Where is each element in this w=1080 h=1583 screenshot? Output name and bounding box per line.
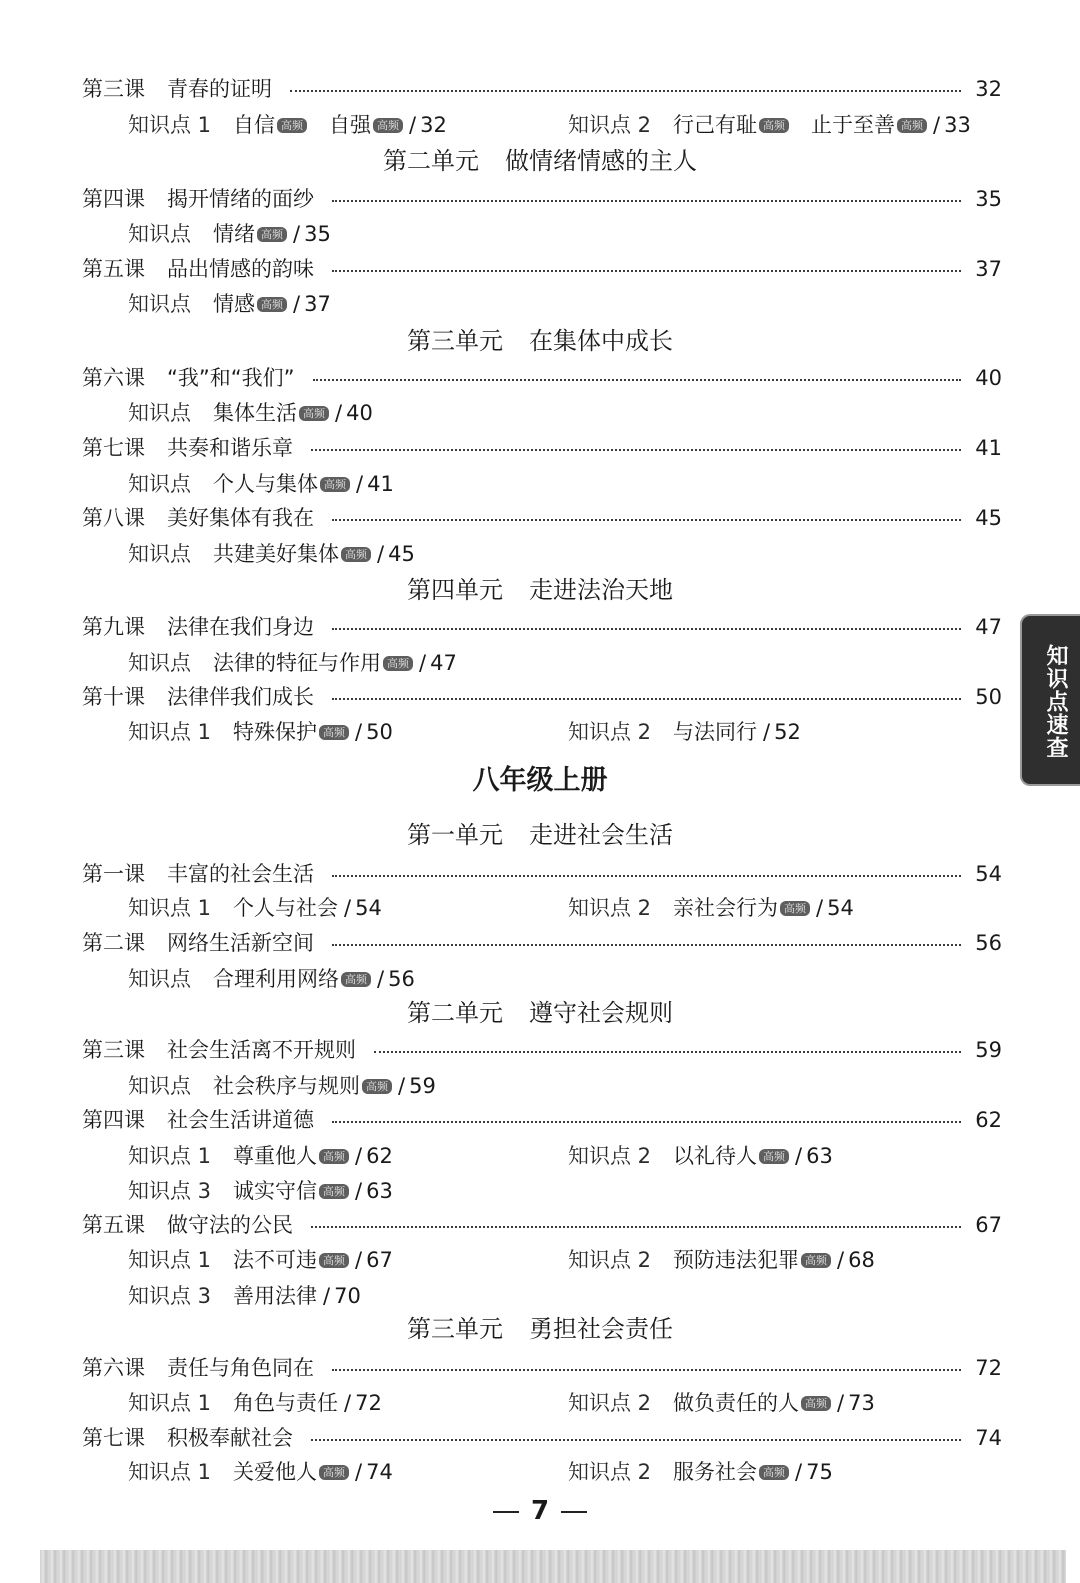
knowledge-point-title: 尊重他人 bbox=[233, 1144, 318, 1168]
knowledge-point-row bbox=[0, 715, 1000, 749]
slash-separator: / bbox=[335, 401, 343, 425]
lesson-title: 揭开情绪的面纱 bbox=[167, 187, 314, 211]
high-frequency-badge: 高频 bbox=[277, 118, 307, 133]
toc-lesson-entry[interactable] bbox=[82, 1421, 1002, 1455]
unit-heading bbox=[0, 818, 1080, 852]
toc-lesson-entry[interactable] bbox=[82, 680, 1002, 714]
lesson-number: 第六课 bbox=[82, 366, 145, 390]
knowledge-point-row bbox=[0, 1174, 1000, 1208]
knowledge-point-title: 服务社会 bbox=[673, 1460, 758, 1484]
knowledge-point-title: 自信 bbox=[233, 113, 276, 137]
knowledge-point-title: 合理利用网络 bbox=[213, 967, 339, 991]
slash-separator: / bbox=[377, 967, 385, 991]
unit-number: 第四单元 bbox=[407, 576, 503, 604]
knowledge-point-label: 知识点 2 bbox=[568, 1460, 652, 1484]
knowledge-point-row bbox=[0, 646, 1000, 680]
unit-title: 做情绪情感的主人 bbox=[505, 147, 697, 175]
knowledge-point-row bbox=[0, 1455, 1000, 1489]
lesson-number: 第三课 bbox=[82, 77, 145, 101]
slash-separator: / bbox=[837, 1248, 845, 1272]
knowledge-point-label: 知识点 2 bbox=[568, 720, 652, 744]
knowledge-point-label: 知识点 bbox=[128, 967, 191, 991]
knowledge-point-title: 法不可违 bbox=[233, 1248, 318, 1272]
unit-title: 遵守社会规则 bbox=[529, 999, 673, 1027]
knowledge-point[interactable] bbox=[128, 108, 447, 142]
slash-separator: / bbox=[356, 472, 364, 496]
slash-separator: / bbox=[419, 651, 427, 675]
lesson-page-number: 50 bbox=[975, 685, 1002, 709]
toc-lesson-entry[interactable] bbox=[82, 431, 1002, 465]
unit-heading bbox=[0, 573, 1080, 607]
side-tab-label: 知识点速查 bbox=[1043, 644, 1068, 759]
knowledge-point[interactable] bbox=[128, 1069, 436, 1103]
knowledge-point-page: 47 bbox=[430, 651, 457, 675]
lesson-title: 网络生活新空间 bbox=[167, 931, 314, 955]
high-frequency-badge: 高频 bbox=[319, 1465, 349, 1480]
knowledge-point-title: 个人与集体 bbox=[213, 472, 318, 496]
knowledge-point-label: 知识点 1 bbox=[128, 1460, 212, 1484]
knowledge-point-title: 情绪 bbox=[213, 222, 255, 246]
slash-separator: / bbox=[377, 542, 385, 566]
slash-separator: / bbox=[763, 720, 771, 744]
knowledge-point-title-2: 止于至善 bbox=[811, 113, 896, 137]
lesson-title: 做守法的公民 bbox=[167, 1213, 293, 1237]
knowledge-point-row bbox=[0, 1243, 1000, 1277]
knowledge-point-title: 关爱他人 bbox=[233, 1460, 318, 1484]
knowledge-point-row bbox=[0, 891, 1000, 925]
knowledge-point-label: 知识点 3 bbox=[128, 1284, 212, 1308]
lesson-title: 丰富的社会生活 bbox=[167, 862, 314, 886]
unit-title: 勇担社会责任 bbox=[529, 1315, 673, 1343]
knowledge-point-page: 74 bbox=[366, 1460, 393, 1484]
dash-right bbox=[561, 1511, 587, 1513]
slash-separator: / bbox=[293, 222, 301, 246]
knowledge-point-title: 做负责任的人 bbox=[673, 1391, 800, 1415]
knowledge-point-page: 54 bbox=[827, 896, 854, 920]
lesson-number: 第十课 bbox=[82, 685, 145, 709]
knowledge-point-row bbox=[0, 537, 1000, 571]
lesson-page-number: 54 bbox=[975, 862, 1002, 886]
dot-leader bbox=[332, 200, 961, 202]
lesson-number: 第三课 bbox=[82, 1038, 145, 1062]
lesson-title: 共奏和谐乐章 bbox=[167, 436, 293, 460]
lesson-page-number: 74 bbox=[975, 1426, 1002, 1450]
lesson-title: 社会生活离不开规则 bbox=[167, 1038, 356, 1062]
slash-separator: / bbox=[355, 1144, 363, 1168]
lesson-page-number: 32 bbox=[975, 77, 1002, 101]
high-frequency-badge: 高频 bbox=[341, 972, 371, 987]
slash-separator: / bbox=[837, 1391, 845, 1415]
knowledge-point-label: 知识点 bbox=[128, 401, 191, 425]
knowledge-point-page: 75 bbox=[806, 1460, 833, 1484]
lesson-title: 美好集体有我在 bbox=[167, 506, 314, 530]
unit-title: 走进法治天地 bbox=[529, 576, 673, 604]
knowledge-point-title: 个人与社会 bbox=[233, 896, 339, 920]
knowledge-point[interactable] bbox=[568, 1243, 875, 1277]
lesson-number: 第六课 bbox=[82, 1356, 145, 1380]
page-number bbox=[0, 1496, 1080, 1526]
slash-separator: / bbox=[355, 1179, 363, 1203]
lesson-number: 第五课 bbox=[82, 1213, 145, 1237]
high-frequency-badge: 高频 bbox=[759, 1149, 789, 1164]
knowledge-point-label: 知识点 bbox=[128, 651, 191, 675]
toc-lesson-entry[interactable] bbox=[82, 361, 1002, 395]
toc-lesson-entry[interactable] bbox=[82, 610, 1002, 644]
dot-leader bbox=[311, 449, 961, 451]
knowledge-point[interactable] bbox=[568, 1455, 833, 1489]
knowledge-point-page: 52 bbox=[774, 720, 801, 744]
dot-leader bbox=[332, 698, 961, 700]
knowledge-point-label: 知识点 1 bbox=[128, 1391, 212, 1415]
knowledge-point-label: 知识点 2 bbox=[568, 1144, 652, 1168]
toc-lesson-entry[interactable] bbox=[82, 1103, 1002, 1137]
knowledge-point-row bbox=[0, 1069, 1000, 1103]
knowledge-point-row bbox=[0, 467, 1000, 501]
lesson-page-number: 59 bbox=[975, 1038, 1002, 1062]
dot-leader bbox=[290, 90, 961, 92]
knowledge-point[interactable] bbox=[128, 1455, 393, 1489]
slash-separator: / bbox=[355, 1460, 363, 1484]
unit-number: 第三单元 bbox=[407, 1315, 503, 1343]
knowledge-point-page: 72 bbox=[355, 1391, 382, 1415]
slash-separator: / bbox=[409, 113, 417, 137]
lesson-page-number: 41 bbox=[975, 436, 1002, 460]
knowledge-point[interactable] bbox=[128, 467, 394, 501]
unit-number: 第二单元 bbox=[407, 999, 503, 1027]
knowledge-point-page: 59 bbox=[409, 1074, 436, 1098]
knowledge-point-page: 62 bbox=[366, 1144, 393, 1168]
slash-separator: / bbox=[795, 1144, 803, 1168]
toc-lesson-entry[interactable] bbox=[82, 501, 1002, 535]
knowledge-point-title: 社会秩序与规则 bbox=[213, 1074, 360, 1098]
slash-separator: / bbox=[344, 896, 352, 920]
slash-separator: / bbox=[355, 720, 363, 744]
knowledge-point-row bbox=[0, 396, 1000, 430]
high-frequency-badge: 高频 bbox=[759, 118, 789, 133]
lesson-number: 第一课 bbox=[82, 862, 145, 886]
lesson-page-number: 62 bbox=[975, 1108, 1002, 1132]
unit-heading bbox=[0, 324, 1080, 358]
slash-separator: / bbox=[816, 896, 824, 920]
toc-lesson-entry[interactable] bbox=[82, 182, 1002, 216]
knowledge-point-title: 预防违法犯罪 bbox=[673, 1248, 800, 1272]
knowledge-point-title: 集体生活 bbox=[213, 401, 297, 425]
toc-lesson-entry[interactable] bbox=[82, 1351, 1002, 1385]
dot-leader bbox=[332, 1121, 961, 1123]
knowledge-point-label: 知识点 2 bbox=[568, 113, 652, 137]
knowledge-point[interactable] bbox=[128, 396, 373, 430]
high-frequency-badge: 高频 bbox=[362, 1079, 392, 1094]
high-frequency-badge: 高频 bbox=[320, 477, 350, 492]
knowledge-point-page: 45 bbox=[388, 542, 415, 566]
knowledge-point-label: 知识点 1 bbox=[128, 113, 212, 137]
knowledge-point[interactable] bbox=[128, 217, 331, 251]
dot-leader bbox=[311, 1439, 961, 1441]
knowledge-point-page: 32 bbox=[420, 113, 447, 137]
lesson-title: 法律伴我们成长 bbox=[167, 685, 314, 709]
lesson-title: “我”和“我们” bbox=[167, 366, 295, 390]
slash-separator: / bbox=[323, 1284, 331, 1308]
knowledge-point-title: 法律的特征与作用 bbox=[213, 651, 381, 675]
dot-leader bbox=[332, 875, 961, 877]
unit-title: 在集体中成长 bbox=[529, 327, 673, 355]
page-edge-texture bbox=[40, 1550, 1066, 1583]
unit-heading bbox=[0, 144, 1080, 178]
high-frequency-badge: 高频 bbox=[759, 1465, 789, 1480]
lesson-page-number: 45 bbox=[975, 506, 1002, 530]
knowledge-point-label: 知识点 2 bbox=[568, 896, 652, 920]
unit-heading bbox=[0, 1312, 1080, 1346]
slash-separator: / bbox=[355, 1248, 363, 1272]
knowledge-point-label: 知识点 bbox=[128, 542, 191, 566]
knowledge-point-label: 知识点 bbox=[128, 222, 191, 246]
toc-lesson-entry[interactable] bbox=[82, 252, 1002, 286]
lesson-title: 青春的证明 bbox=[167, 77, 272, 101]
high-frequency-badge: 高频 bbox=[319, 1149, 349, 1164]
knowledge-point-title: 亲社会行为 bbox=[673, 896, 779, 920]
knowledge-point-row bbox=[0, 217, 1000, 251]
knowledge-point-title: 行己有耻 bbox=[673, 113, 758, 137]
slash-separator: / bbox=[293, 292, 301, 316]
knowledge-point[interactable] bbox=[128, 1243, 393, 1277]
lesson-number: 第四课 bbox=[82, 187, 145, 211]
knowledge-point-page: 37 bbox=[304, 292, 331, 316]
knowledge-point[interactable] bbox=[568, 1139, 833, 1173]
unit-heading bbox=[0, 996, 1080, 1030]
high-frequency-badge: 高频 bbox=[373, 118, 403, 133]
lesson-title: 社会生活讲道德 bbox=[167, 1108, 314, 1132]
knowledge-point[interactable] bbox=[128, 1174, 393, 1208]
knowledge-point-label: 知识点 1 bbox=[128, 1144, 212, 1168]
toc-lesson-entry[interactable] bbox=[82, 926, 1002, 960]
knowledge-point-label: 知识点 2 bbox=[568, 1391, 652, 1415]
lesson-number: 第二课 bbox=[82, 931, 145, 955]
high-frequency-badge: 高频 bbox=[299, 406, 329, 421]
dot-leader bbox=[332, 519, 961, 521]
slash-separator: / bbox=[344, 1391, 352, 1415]
knowledge-point-page: 50 bbox=[366, 720, 393, 744]
slash-separator: / bbox=[398, 1074, 406, 1098]
knowledge-point[interactable] bbox=[128, 537, 415, 571]
dot-leader bbox=[332, 944, 961, 946]
toc-lesson-entry[interactable] bbox=[82, 1208, 1002, 1242]
lesson-page-number: 56 bbox=[975, 931, 1002, 955]
high-frequency-badge: 高频 bbox=[341, 547, 371, 562]
knowledge-point-page: 68 bbox=[848, 1248, 875, 1272]
knowledge-point[interactable] bbox=[568, 108, 971, 142]
dot-leader bbox=[374, 1051, 961, 1053]
slash-separator: / bbox=[933, 113, 941, 137]
knowledge-point[interactable] bbox=[128, 1139, 393, 1173]
high-frequency-badge: 高频 bbox=[319, 725, 349, 740]
knowledge-point[interactable] bbox=[568, 891, 854, 925]
knowledge-point-page: 54 bbox=[355, 896, 382, 920]
page-number-text: 7 bbox=[530, 1496, 550, 1526]
knowledge-point[interactable] bbox=[128, 646, 457, 680]
knowledge-point[interactable] bbox=[128, 715, 393, 749]
knowledge-point-title: 角色与责任 bbox=[233, 1391, 339, 1415]
unit-number: 第一单元 bbox=[407, 821, 503, 849]
knowledge-point-title: 善用法律 bbox=[233, 1284, 318, 1308]
unit-number: 第三单元 bbox=[407, 327, 503, 355]
knowledge-point-page: 40 bbox=[346, 401, 373, 425]
knowledge-point-page: 73 bbox=[848, 1391, 875, 1415]
knowledge-point[interactable] bbox=[128, 891, 382, 925]
lesson-page-number: 37 bbox=[975, 257, 1002, 281]
dot-leader bbox=[311, 1226, 961, 1228]
lesson-number: 第七课 bbox=[82, 1426, 145, 1450]
knowledge-point-row bbox=[0, 108, 1000, 142]
knowledge-point-page: 67 bbox=[366, 1248, 393, 1272]
high-frequency-badge: 高频 bbox=[897, 118, 927, 133]
dot-leader bbox=[332, 1369, 961, 1371]
high-frequency-badge: 高频 bbox=[780, 901, 810, 916]
knowledge-point-row bbox=[0, 1279, 1000, 1313]
lesson-number: 第五课 bbox=[82, 257, 145, 281]
knowledge-point-title: 共建美好集体 bbox=[213, 542, 339, 566]
knowledge-point-page: 41 bbox=[367, 472, 394, 496]
lesson-page-number: 72 bbox=[975, 1356, 1002, 1380]
high-frequency-badge: 高频 bbox=[257, 227, 287, 242]
knowledge-point-title: 情感 bbox=[213, 292, 255, 316]
lesson-page-number: 47 bbox=[975, 615, 1002, 639]
knowledge-point-label: 知识点 bbox=[128, 472, 191, 496]
knowledge-point-title: 与法同行 bbox=[673, 720, 758, 744]
side-index-tab[interactable] bbox=[1020, 614, 1080, 786]
unit-number: 第二单元 bbox=[383, 147, 479, 175]
unit-title: 走进社会生活 bbox=[529, 821, 673, 849]
knowledge-point[interactable] bbox=[568, 715, 801, 749]
knowledge-point[interactable] bbox=[568, 1386, 875, 1420]
slash-separator: / bbox=[795, 1460, 803, 1484]
dot-leader bbox=[332, 270, 961, 272]
knowledge-point-label: 知识点 bbox=[128, 292, 191, 316]
lesson-number: 第四课 bbox=[82, 1108, 145, 1132]
toc-lesson-entry[interactable] bbox=[82, 857, 1002, 891]
knowledge-point-label: 知识点 1 bbox=[128, 720, 212, 744]
knowledge-point-page: 33 bbox=[944, 113, 971, 137]
knowledge-point-row bbox=[0, 287, 1000, 321]
lesson-title: 法律在我们身边 bbox=[167, 615, 314, 639]
lesson-title: 责任与角色同在 bbox=[167, 1356, 314, 1380]
knowledge-point-row bbox=[0, 1386, 1000, 1420]
knowledge-point-row bbox=[0, 962, 1000, 996]
lesson-page-number: 67 bbox=[975, 1213, 1002, 1237]
knowledge-point-title: 以礼待人 bbox=[673, 1144, 758, 1168]
high-frequency-badge: 高频 bbox=[801, 1396, 831, 1411]
high-frequency-badge: 高频 bbox=[319, 1184, 349, 1199]
lesson-number: 第八课 bbox=[82, 506, 145, 530]
toc-lesson-entry[interactable] bbox=[82, 72, 1002, 106]
knowledge-point-title-2: 自强 bbox=[329, 113, 372, 137]
knowledge-point-row bbox=[0, 1139, 1000, 1173]
knowledge-point-label: 知识点 bbox=[128, 1074, 191, 1098]
lesson-title: 品出情感的韵味 bbox=[167, 257, 314, 281]
knowledge-point[interactable] bbox=[128, 1386, 382, 1420]
high-frequency-badge: 高频 bbox=[319, 1253, 349, 1268]
knowledge-point-page: 56 bbox=[388, 967, 415, 991]
knowledge-point-page: 63 bbox=[366, 1179, 393, 1203]
lesson-page-number: 40 bbox=[975, 366, 1002, 390]
knowledge-point-label: 知识点 1 bbox=[128, 1248, 212, 1272]
toc-lesson-entry[interactable] bbox=[82, 1033, 1002, 1067]
lesson-number: 第七课 bbox=[82, 436, 145, 460]
knowledge-point[interactable] bbox=[128, 1279, 361, 1313]
knowledge-point[interactable] bbox=[128, 287, 331, 321]
knowledge-point-title: 诚实守信 bbox=[233, 1179, 318, 1203]
knowledge-point-page: 70 bbox=[334, 1284, 361, 1308]
lesson-title: 积极奉献社会 bbox=[167, 1426, 293, 1450]
knowledge-point[interactable] bbox=[128, 962, 415, 996]
dot-leader bbox=[332, 628, 961, 630]
knowledge-point-label: 知识点 2 bbox=[568, 1248, 652, 1272]
lesson-number: 第九课 bbox=[82, 615, 145, 639]
high-frequency-badge: 高频 bbox=[383, 656, 413, 671]
lesson-page-number: 35 bbox=[975, 187, 1002, 211]
grade-heading: 八年级上册 bbox=[472, 765, 608, 796]
high-frequency-badge: 高频 bbox=[801, 1253, 831, 1268]
knowledge-point-page: 35 bbox=[304, 222, 331, 246]
knowledge-point-label: 知识点 1 bbox=[128, 896, 212, 920]
dot-leader bbox=[313, 379, 962, 381]
knowledge-point-label: 知识点 3 bbox=[128, 1179, 212, 1203]
knowledge-point-title: 特殊保护 bbox=[233, 720, 318, 744]
knowledge-point-page: 63 bbox=[806, 1144, 833, 1168]
high-frequency-badge: 高频 bbox=[257, 297, 287, 312]
dash-left bbox=[493, 1511, 519, 1513]
